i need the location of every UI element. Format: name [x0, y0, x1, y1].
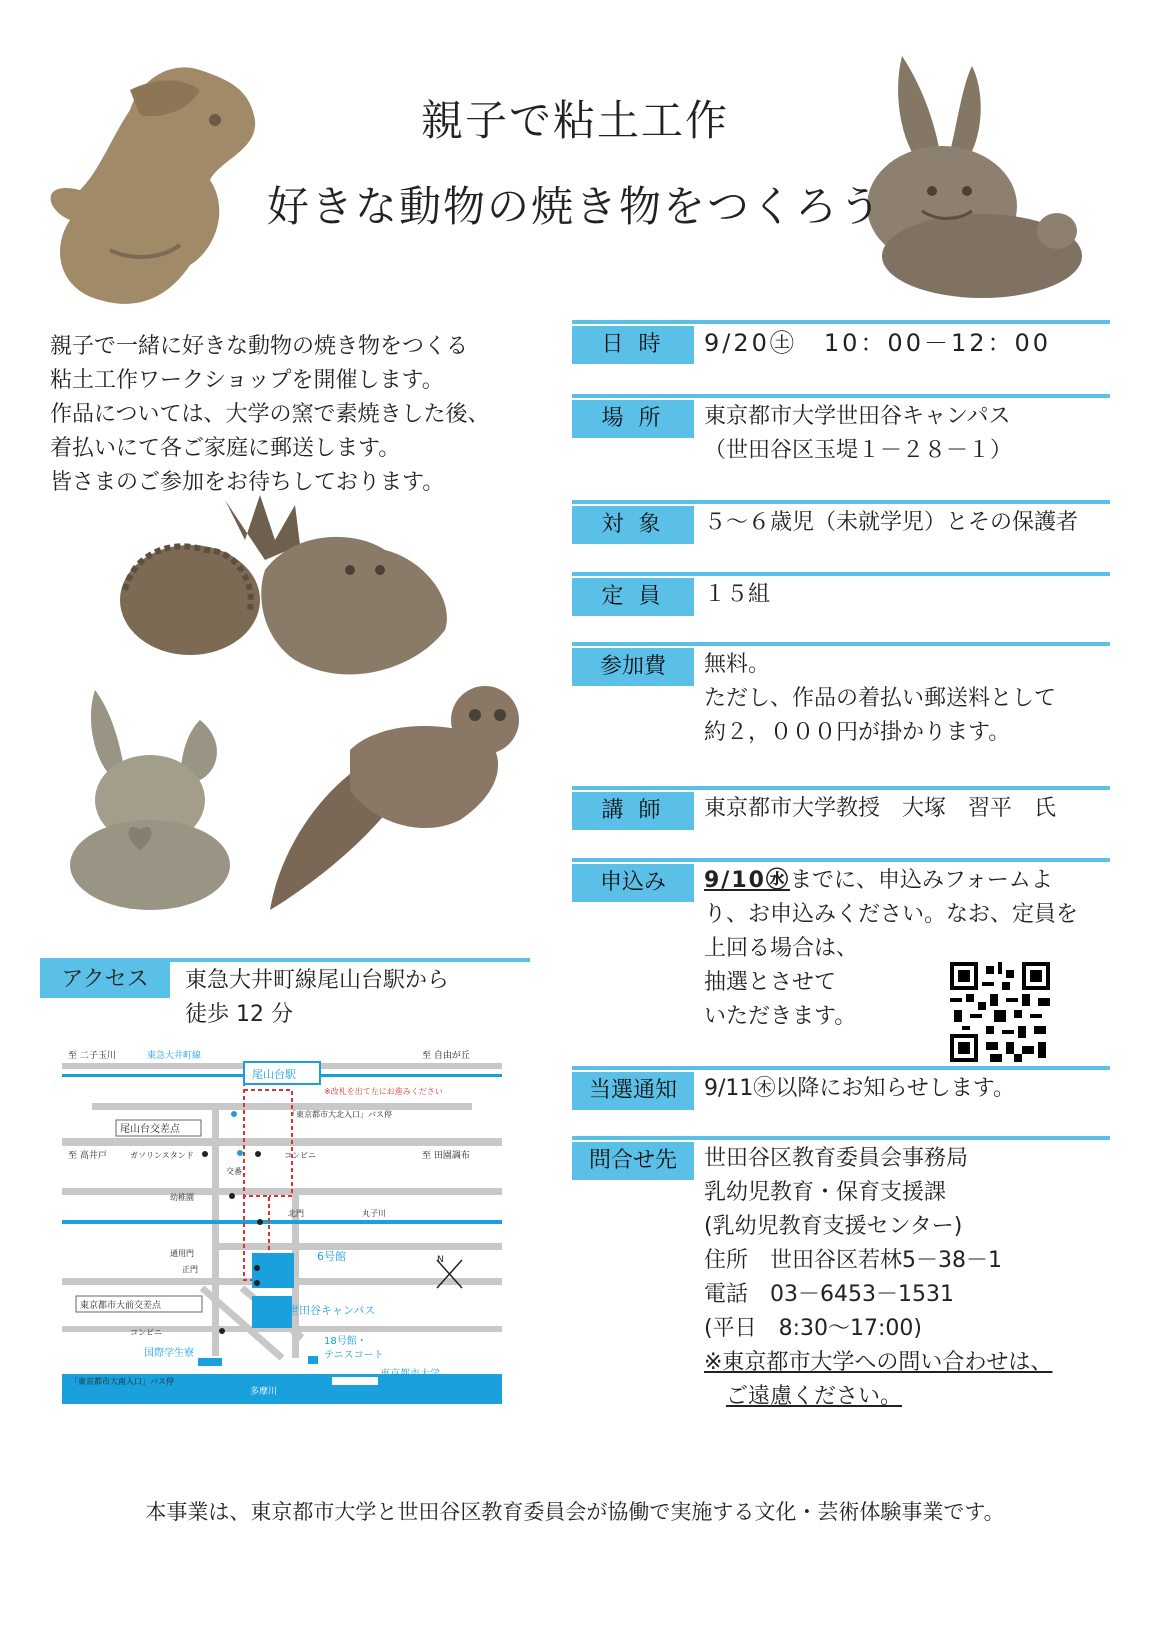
- apply-line1-rest: までに、申込みフォームよ: [789, 868, 1053, 893]
- apply-line5: いただきます。: [704, 1004, 857, 1029]
- apply-line4: 抽選とさせて: [704, 970, 837, 995]
- map-label: 東京都市大前交差点: [80, 1301, 162, 1311]
- notify-label: 当選通知: [572, 1072, 694, 1110]
- map-label: コンビニ: [284, 1151, 316, 1160]
- map-label: テニスコート: [324, 1350, 384, 1361]
- map-label: グラウンド: [380, 1382, 430, 1393]
- road: [62, 1188, 502, 1195]
- target-label: 対 象: [572, 506, 694, 544]
- map-label: 18号館・: [324, 1336, 367, 1347]
- place-line2: （世田谷区玉堤１－２８－１）: [704, 438, 1013, 463]
- divider: [572, 786, 1110, 790]
- divider: [572, 572, 1110, 576]
- place-label: 場 所: [572, 400, 694, 438]
- intro-line: 着払いにて各ご家庭に郵送します。: [50, 436, 401, 461]
- contact-note: [704, 1380, 1109, 1414]
- place-value: [704, 400, 1109, 468]
- contact-line: 世田谷区教育委員会事務局: [704, 1146, 969, 1171]
- map-label: 北門: [288, 1209, 304, 1218]
- map-label: 尾山台交差点: [120, 1124, 180, 1135]
- map-label: 国際学生寮: [144, 1348, 194, 1359]
- divider: [572, 1136, 1110, 1140]
- intro-line: 粘土工作ワークショップを開催します。: [50, 368, 444, 393]
- fee-line2: ただし、作品の着払い郵送料として: [704, 686, 1057, 711]
- page-subtitle: 好きな動物の焼き物をつくろう: [266, 182, 883, 231]
- contact-line: 電話 03－6453－1531: [704, 1282, 954, 1307]
- fee-line1: 無料。: [704, 652, 771, 677]
- road: [92, 1103, 472, 1110]
- map-label: 尾山台駅: [252, 1068, 296, 1081]
- map-label: 交番: [226, 1167, 242, 1176]
- target-value: ５～６歳児（未就学児）とその保護者: [704, 510, 1079, 535]
- contact-line: (平日 8:30～17:00): [704, 1316, 922, 1341]
- bldg18: [308, 1356, 318, 1364]
- apply-label: 申込み: [572, 864, 694, 902]
- apply-deadline: 9/10㊌: [704, 868, 790, 893]
- fee-value: [704, 648, 1109, 750]
- access-map: [62, 1038, 502, 1438]
- river-marukogawa: [62, 1220, 502, 1224]
- campus-bldg: [252, 1296, 292, 1328]
- map-label: 至 二子玉川: [68, 1051, 116, 1061]
- access-line2: 徒歩 12 分: [185, 1002, 293, 1027]
- map-label: 多摩川: [250, 1387, 278, 1397]
- road: [212, 1243, 502, 1250]
- contact-line: 住所 世田谷区若林5－38－1: [704, 1248, 1002, 1273]
- divider: [572, 858, 1110, 862]
- map-label: 東京都市大学: [380, 1369, 440, 1380]
- road: [212, 1106, 219, 1356]
- road: [62, 1138, 502, 1146]
- apply-line3: 上回る場合は、: [704, 936, 859, 961]
- map-label: 世田谷キャンパス: [288, 1304, 376, 1317]
- divider: [572, 642, 1110, 646]
- map-label: 丸子川: [362, 1209, 386, 1218]
- map-label: 至 自由が丘: [422, 1051, 470, 1061]
- date-label: 日 時: [572, 326, 694, 364]
- contact-note1: ※東京都市大学への問い合わせは、: [704, 1350, 1053, 1375]
- apply-line2: り、お申込みください。なお、定員を: [704, 902, 1079, 927]
- clay-hedgehog-squirrel-photo: [115, 490, 465, 690]
- map-label: ガソリンスタンド: [130, 1151, 194, 1160]
- date-value: 9/20㊏ 10：00－12：00: [704, 329, 1052, 357]
- place-line1: 東京都市大学世田谷キャンパス: [704, 404, 1011, 429]
- map-label: 「東京都市大北入口」バス停: [288, 1110, 392, 1119]
- map-label: 東急大井町線: [147, 1051, 202, 1061]
- footer-note: 本事業は、東京都市大学と世田谷区教育委員会が協働で実施する文化・芸術体験事業です。: [145, 1500, 1005, 1524]
- map-label: コンビニ: [130, 1328, 162, 1337]
- lecturer-value: 東京都市大学教授 大塚 習平 氏: [704, 796, 1057, 821]
- map-label: 通用門: [170, 1249, 194, 1258]
- contact-label: 問合せ先: [572, 1142, 694, 1180]
- access-line1: 東急大井町線尾山台駅から: [185, 968, 450, 993]
- map-label: 幼稚園: [170, 1193, 194, 1202]
- map-label: 「東京都市大南入口」バス停: [70, 1377, 174, 1386]
- intro-line: 皆さまのご参加をお待ちしております。: [50, 470, 445, 495]
- access-label: アクセス: [40, 962, 170, 998]
- contact-value: [704, 1142, 1109, 1414]
- divider: [572, 320, 1110, 324]
- access-value: [185, 964, 449, 1032]
- contact-note2: ご遠慮ください。: [726, 1384, 903, 1409]
- dorm: [198, 1358, 222, 1366]
- capacity-label: 定 員: [572, 578, 694, 616]
- page-title: 親子で粘土工作: [420, 96, 729, 145]
- fee-line3: 約２，０００円が掛かります。: [704, 720, 1011, 745]
- contact-note: [704, 1346, 1109, 1380]
- contact-line: (乳幼児教育支援センター): [704, 1214, 963, 1239]
- divider: [572, 1066, 1110, 1070]
- contact-line: 乳幼児教育・保育支援課: [704, 1180, 947, 1205]
- map-label: ※改札を出て左にお進みください: [324, 1087, 443, 1096]
- clay-rabbit-photo: [862, 36, 1087, 301]
- ground: [332, 1377, 378, 1385]
- map-label: 至 田園調布: [422, 1151, 470, 1161]
- capacity-value: １５組: [704, 582, 771, 607]
- compass-label: N: [437, 1255, 444, 1265]
- intro-text: [50, 330, 540, 500]
- map-label: 正門: [182, 1265, 198, 1274]
- divider: [572, 394, 1110, 398]
- map-label: 至 高井戸: [68, 1151, 107, 1161]
- lecturer-label: 講 師: [572, 792, 694, 830]
- divider: [572, 500, 1110, 504]
- map-label: 6号館: [317, 1250, 346, 1263]
- notify-value: 9/11㊍以降にお知らせします。: [704, 1076, 1015, 1101]
- fee-label: 参加費: [572, 648, 694, 686]
- qr-code[interactable]: [950, 962, 1050, 1062]
- intro-line: 作品については、大学の窯で素焼きした後、: [50, 402, 490, 427]
- intro-line: 親子で一緒に好きな動物の焼き物をつくる: [50, 334, 469, 359]
- clay-squirrel-photo: [260, 680, 530, 920]
- clay-rabbit-heart-photo: [50, 680, 240, 910]
- apply-line1: [704, 864, 1109, 898]
